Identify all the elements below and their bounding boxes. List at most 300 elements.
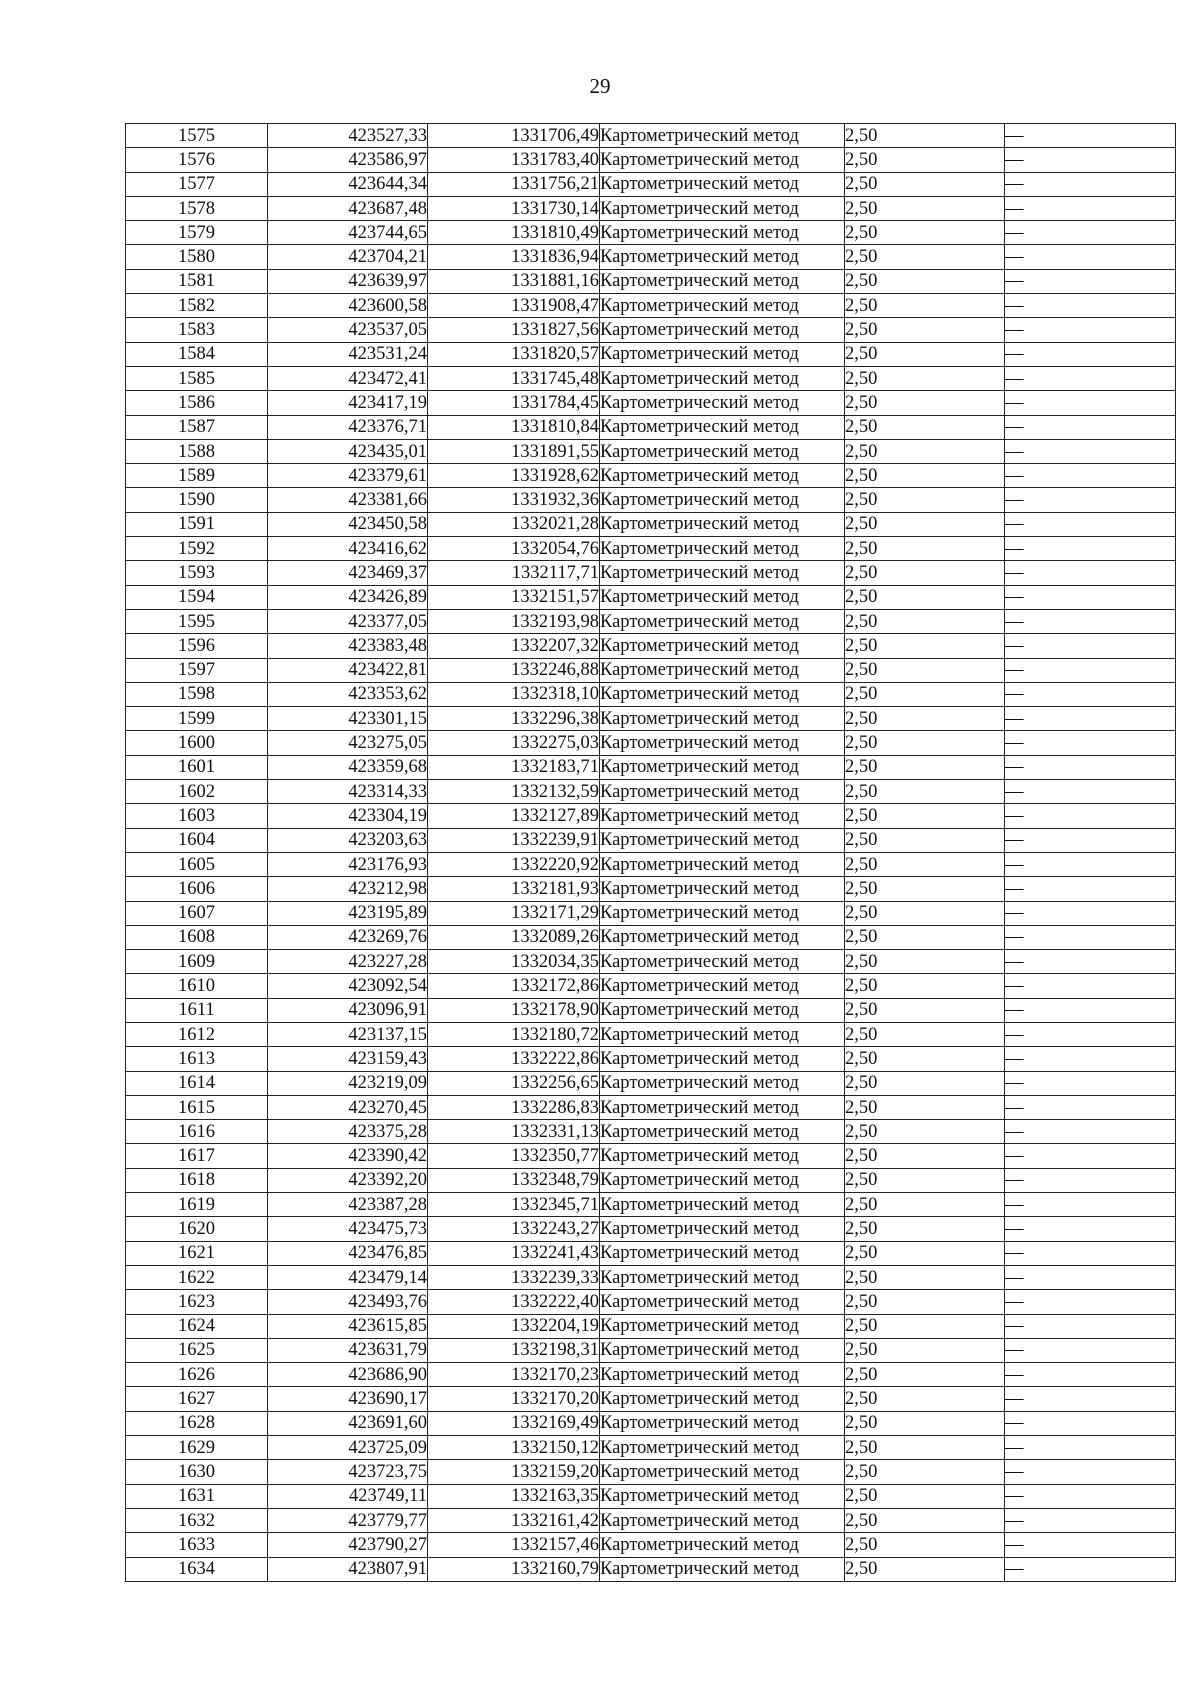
accuracy-cell: 2,50 [845,294,1005,318]
point-number-cell: 1607 [126,901,268,925]
point-number-cell: 1590 [126,488,268,512]
description-cell: — [1005,439,1176,463]
y-coordinate-cell: 1332054,76 [428,537,600,561]
x-coordinate-cell: 423212,98 [268,877,428,901]
accuracy-cell: 2,50 [845,1047,1005,1071]
method-cell: Картометрический метод [600,1363,845,1387]
description-cell: — [1005,537,1176,561]
y-coordinate-cell: 1332178,90 [428,998,600,1022]
description-cell: — [1005,901,1176,925]
x-coordinate-cell: 423195,89 [268,901,428,925]
description-cell: — [1005,1533,1176,1557]
description-cell: — [1005,1363,1176,1387]
table-row [126,1217,1176,1241]
point-number-cell: 1618 [126,1168,268,1192]
table-row [126,561,1176,585]
y-coordinate-cell: 1332150,12 [428,1436,600,1460]
method-cell: Картометрический метод [600,852,845,876]
x-coordinate-cell: 423723,75 [268,1460,428,1484]
point-number-cell: 1610 [126,974,268,998]
accuracy-cell: 2,50 [845,1557,1005,1581]
method-cell: Картометрический метод [600,269,845,293]
point-number-cell: 1616 [126,1120,268,1144]
x-coordinate-cell: 423779,77 [268,1508,428,1532]
y-coordinate-cell: 1331891,55 [428,439,600,463]
point-number-cell: 1619 [126,1193,268,1217]
method-cell: Картометрический метод [600,1338,845,1362]
point-number-cell: 1614 [126,1071,268,1095]
point-number-cell: 1606 [126,877,268,901]
description-cell: — [1005,391,1176,415]
description-cell: — [1005,1484,1176,1508]
description-cell: — [1005,1508,1176,1532]
description-cell: — [1005,1071,1176,1095]
point-number-cell: 1585 [126,366,268,390]
accuracy-cell: 2,50 [845,318,1005,342]
x-coordinate-cell: 423472,41 [268,366,428,390]
y-coordinate-cell: 1331827,56 [428,318,600,342]
method-cell: Картометрический метод [600,148,845,172]
description-cell: — [1005,1144,1176,1168]
point-number-cell: 1579 [126,221,268,245]
description-cell: — [1005,634,1176,658]
accuracy-cell: 2,50 [845,682,1005,706]
table-row [126,415,1176,439]
x-coordinate-cell: 423469,37 [268,561,428,585]
method-cell: Картометрический метод [600,1557,845,1581]
x-coordinate-cell: 423392,20 [268,1168,428,1192]
description-cell: — [1005,1022,1176,1046]
x-coordinate-cell: 423744,65 [268,221,428,245]
x-coordinate-cell: 423790,27 [268,1533,428,1557]
description-cell: — [1005,1047,1176,1071]
x-coordinate-cell: 423301,15 [268,707,428,731]
accuracy-cell: 2,50 [845,561,1005,585]
x-coordinate-cell: 423270,45 [268,1095,428,1119]
method-cell: Картометрический метод [600,1193,845,1217]
description-cell: — [1005,1290,1176,1314]
y-coordinate-cell: 1332220,92 [428,852,600,876]
point-number-cell: 1601 [126,755,268,779]
description-cell: — [1005,1120,1176,1144]
description-cell: — [1005,925,1176,949]
table-row [126,245,1176,269]
x-coordinate-cell: 423686,90 [268,1363,428,1387]
description-cell: — [1005,609,1176,633]
accuracy-cell: 2,50 [845,658,1005,682]
description-cell: — [1005,658,1176,682]
point-number-cell: 1596 [126,634,268,658]
method-cell: Картометрический метод [600,488,845,512]
description-cell: — [1005,1338,1176,1362]
y-coordinate-cell: 1331810,49 [428,221,600,245]
description-cell: — [1005,245,1176,269]
method-cell: Картометрический метод [600,755,845,779]
description-cell: — [1005,828,1176,852]
y-coordinate-cell: 1332169,49 [428,1411,600,1435]
description-cell: — [1005,415,1176,439]
description-cell: — [1005,221,1176,245]
table-row [126,1387,1176,1411]
description-cell: — [1005,464,1176,488]
method-cell: Картометрический метод [600,366,845,390]
y-coordinate-cell: 1332159,20 [428,1460,600,1484]
method-cell: Картометрический метод [600,707,845,731]
y-coordinate-cell: 1332286,83 [428,1095,600,1119]
method-cell: Картометрический метод [600,342,845,366]
y-coordinate-cell: 1332350,77 [428,1144,600,1168]
x-coordinate-cell: 423359,68 [268,755,428,779]
x-coordinate-cell: 423176,93 [268,852,428,876]
x-coordinate-cell: 423159,43 [268,1047,428,1071]
point-number-cell: 1599 [126,707,268,731]
y-coordinate-cell: 1332170,23 [428,1363,600,1387]
y-coordinate-cell: 1332163,35 [428,1484,600,1508]
accuracy-cell: 2,50 [845,1338,1005,1362]
point-number-cell: 1586 [126,391,268,415]
point-number-cell: 1588 [126,439,268,463]
description-cell: — [1005,1557,1176,1581]
point-number-cell: 1581 [126,269,268,293]
description-cell: — [1005,294,1176,318]
table-row [126,342,1176,366]
method-cell: Картометрический метод [600,537,845,561]
y-coordinate-cell: 1332157,46 [428,1533,600,1557]
table-row [126,1168,1176,1192]
y-coordinate-cell: 1331908,47 [428,294,600,318]
table-row [126,755,1176,779]
table-row [126,1314,1176,1338]
x-coordinate-cell: 423304,19 [268,804,428,828]
point-number-cell: 1589 [126,464,268,488]
table-row [126,585,1176,609]
accuracy-cell: 2,50 [845,1265,1005,1289]
table-row [126,366,1176,390]
point-number-cell: 1575 [126,124,268,148]
x-coordinate-cell: 423227,28 [268,950,428,974]
table-row [126,488,1176,512]
point-number-cell: 1633 [126,1533,268,1557]
page-number: 29 [589,74,611,98]
accuracy-cell: 2,50 [845,172,1005,196]
x-coordinate-cell: 423687,48 [268,196,428,220]
accuracy-cell: 2,50 [845,731,1005,755]
accuracy-cell: 2,50 [845,1314,1005,1338]
description-cell: — [1005,974,1176,998]
table-row [126,731,1176,755]
accuracy-cell: 2,50 [845,148,1005,172]
table-row [126,1436,1176,1460]
description-cell: — [1005,318,1176,342]
accuracy-cell: 2,50 [845,1290,1005,1314]
y-coordinate-cell: 1332256,65 [428,1071,600,1095]
method-cell: Картометрический метод [600,1120,845,1144]
method-cell: Картометрический метод [600,172,845,196]
table-row [126,512,1176,536]
x-coordinate-cell: 423435,01 [268,439,428,463]
point-number-cell: 1593 [126,561,268,585]
description-cell: — [1005,196,1176,220]
accuracy-cell: 2,50 [845,1168,1005,1192]
x-coordinate-cell: 423376,71 [268,415,428,439]
accuracy-cell: 2,50 [845,488,1005,512]
table-row [126,877,1176,901]
method-cell: Картометрический метод [600,1168,845,1192]
method-cell: Картометрический метод [600,901,845,925]
accuracy-cell: 2,50 [845,1363,1005,1387]
point-number-cell: 1624 [126,1314,268,1338]
x-coordinate-cell: 423379,61 [268,464,428,488]
x-coordinate-cell: 423426,89 [268,585,428,609]
point-number-cell: 1623 [126,1290,268,1314]
accuracy-cell: 2,50 [845,245,1005,269]
method-cell: Картометрический метод [600,1217,845,1241]
x-coordinate-cell: 423387,28 [268,1193,428,1217]
point-number-cell: 1621 [126,1241,268,1265]
x-coordinate-cell: 423092,54 [268,974,428,998]
x-coordinate-cell: 423749,11 [268,1484,428,1508]
table-row [126,124,1176,148]
method-cell: Картометрический метод [600,1484,845,1508]
table-row [126,901,1176,925]
table-row [126,804,1176,828]
x-coordinate-cell: 423375,28 [268,1120,428,1144]
description-cell: — [1005,585,1176,609]
description-cell: — [1005,342,1176,366]
x-coordinate-cell: 423691,60 [268,1411,428,1435]
accuracy-cell: 2,50 [845,974,1005,998]
accuracy-cell: 2,50 [845,901,1005,925]
method-cell: Картометрический метод [600,585,845,609]
description-cell: — [1005,366,1176,390]
method-cell: Картометрический метод [600,415,845,439]
x-coordinate-cell: 423416,62 [268,537,428,561]
accuracy-cell: 2,50 [845,877,1005,901]
method-cell: Картометрический метод [600,1022,845,1046]
x-coordinate-cell: 423275,05 [268,731,428,755]
accuracy-cell: 2,50 [845,1144,1005,1168]
point-number-cell: 1580 [126,245,268,269]
table-row [126,609,1176,633]
point-number-cell: 1584 [126,342,268,366]
table-row [126,634,1176,658]
x-coordinate-cell: 423527,33 [268,124,428,148]
x-coordinate-cell: 423390,42 [268,1144,428,1168]
x-coordinate-cell: 423725,09 [268,1436,428,1460]
method-cell: Картометрический метод [600,221,845,245]
accuracy-cell: 2,50 [845,1533,1005,1557]
point-number-cell: 1632 [126,1508,268,1532]
table-row [126,318,1176,342]
y-coordinate-cell: 1332170,20 [428,1387,600,1411]
table-row [126,196,1176,220]
method-cell: Картометрический метод [600,609,845,633]
point-number-cell: 1622 [126,1265,268,1289]
table-row [126,998,1176,1022]
description-cell: — [1005,731,1176,755]
table-row [126,1071,1176,1095]
method-cell: Картометрический метод [600,828,845,852]
description-cell: — [1005,877,1176,901]
method-cell: Картометрический метод [600,1436,845,1460]
y-coordinate-cell: 1331784,45 [428,391,600,415]
x-coordinate-cell: 423704,21 [268,245,428,269]
table-row [126,1290,1176,1314]
table-row [126,828,1176,852]
table-row [126,1265,1176,1289]
x-coordinate-cell: 423586,97 [268,148,428,172]
method-cell: Картометрический метод [600,1508,845,1532]
point-number-cell: 1594 [126,585,268,609]
table-row [126,221,1176,245]
description-cell: — [1005,1387,1176,1411]
accuracy-cell: 2,50 [845,755,1005,779]
method-cell: Картометрический метод [600,464,845,488]
y-coordinate-cell: 1332207,32 [428,634,600,658]
method-cell: Картометрический метод [600,391,845,415]
accuracy-cell: 2,50 [845,1193,1005,1217]
method-cell: Картометрический метод [600,1047,845,1071]
accuracy-cell: 2,50 [845,925,1005,949]
table-row [126,1047,1176,1071]
y-coordinate-cell: 1332172,86 [428,974,600,998]
point-number-cell: 1605 [126,852,268,876]
x-coordinate-cell: 423493,76 [268,1290,428,1314]
y-coordinate-cell: 1331932,36 [428,488,600,512]
method-cell: Картометрический метод [600,196,845,220]
y-coordinate-cell: 1332296,38 [428,707,600,731]
accuracy-cell: 2,50 [845,1022,1005,1046]
point-number-cell: 1592 [126,537,268,561]
table-row [126,464,1176,488]
method-cell: Картометрический метод [600,294,845,318]
accuracy-cell: 2,50 [845,634,1005,658]
method-cell: Картометрический метод [600,439,845,463]
method-cell: Картометрический метод [600,1533,845,1557]
coordinates-table [125,123,1176,1582]
y-coordinate-cell: 1331730,14 [428,196,600,220]
method-cell: Картометрический метод [600,950,845,974]
x-coordinate-cell: 423422,81 [268,658,428,682]
accuracy-cell: 2,50 [845,1436,1005,1460]
accuracy-cell: 2,50 [845,366,1005,390]
method-cell: Картометрический метод [600,1241,845,1265]
description-cell: — [1005,148,1176,172]
accuracy-cell: 2,50 [845,464,1005,488]
point-number-cell: 1626 [126,1363,268,1387]
accuracy-cell: 2,50 [845,124,1005,148]
accuracy-cell: 2,50 [845,1071,1005,1095]
method-cell: Картометрический метод [600,1071,845,1095]
description-cell: — [1005,269,1176,293]
point-number-cell: 1608 [126,925,268,949]
accuracy-cell: 2,50 [845,1484,1005,1508]
x-coordinate-cell: 423531,24 [268,342,428,366]
y-coordinate-cell: 1332034,35 [428,950,600,974]
accuracy-cell: 2,50 [845,585,1005,609]
table-row [126,1095,1176,1119]
method-cell: Картометрический метод [600,925,845,949]
y-coordinate-cell: 1332222,86 [428,1047,600,1071]
point-number-cell: 1582 [126,294,268,318]
description-cell: — [1005,1436,1176,1460]
x-coordinate-cell: 423476,85 [268,1241,428,1265]
y-coordinate-cell: 1332222,40 [428,1290,600,1314]
y-coordinate-cell: 1332204,19 [428,1314,600,1338]
accuracy-cell: 2,50 [845,1411,1005,1435]
y-coordinate-cell: 1332241,43 [428,1241,600,1265]
x-coordinate-cell: 423417,19 [268,391,428,415]
description-cell: — [1005,172,1176,196]
description-cell: — [1005,1265,1176,1289]
method-cell: Картометрический метод [600,124,845,148]
y-coordinate-cell: 1332345,71 [428,1193,600,1217]
accuracy-cell: 2,50 [845,512,1005,536]
method-cell: Картометрический метод [600,561,845,585]
point-number-cell: 1602 [126,780,268,804]
method-cell: Картометрический метод [600,1095,845,1119]
description-cell: — [1005,780,1176,804]
method-cell: Картометрический метод [600,731,845,755]
table-row [126,780,1176,804]
accuracy-cell: 2,50 [845,196,1005,220]
table-row [126,707,1176,731]
x-coordinate-cell: 423475,73 [268,1217,428,1241]
table-row [126,658,1176,682]
point-number-cell: 1583 [126,318,268,342]
x-coordinate-cell: 423269,76 [268,925,428,949]
x-coordinate-cell: 423615,85 [268,1314,428,1338]
x-coordinate-cell: 423381,66 [268,488,428,512]
method-cell: Картометрический метод [600,780,845,804]
description-cell: — [1005,1314,1176,1338]
method-cell: Картометрический метод [600,1144,845,1168]
table-row [126,1557,1176,1581]
description-cell: — [1005,1095,1176,1119]
description-cell: — [1005,1411,1176,1435]
x-coordinate-cell: 423600,58 [268,294,428,318]
y-coordinate-cell: 1331745,48 [428,366,600,390]
description-cell: — [1005,950,1176,974]
point-number-cell: 1587 [126,415,268,439]
point-number-cell: 1625 [126,1338,268,1362]
x-coordinate-cell: 423383,48 [268,634,428,658]
description-cell: — [1005,707,1176,731]
table-row [126,1533,1176,1557]
y-coordinate-cell: 1331706,49 [428,124,600,148]
description-cell: — [1005,124,1176,148]
accuracy-cell: 2,50 [845,1120,1005,1144]
method-cell: Картометрический метод [600,1460,845,1484]
accuracy-cell: 2,50 [845,780,1005,804]
y-coordinate-cell: 1332160,79 [428,1557,600,1581]
y-coordinate-cell: 1332117,71 [428,561,600,585]
description-cell: — [1005,1168,1176,1192]
x-coordinate-cell: 423137,15 [268,1022,428,1046]
table-row [126,294,1176,318]
accuracy-cell: 2,50 [845,415,1005,439]
description-cell: — [1005,561,1176,585]
accuracy-cell: 2,50 [845,1241,1005,1265]
point-number-cell: 1600 [126,731,268,755]
y-coordinate-cell: 1332171,29 [428,901,600,925]
table-row [126,1484,1176,1508]
point-number-cell: 1627 [126,1387,268,1411]
table-row [126,537,1176,561]
y-coordinate-cell: 1332318,10 [428,682,600,706]
table-row [126,391,1176,415]
point-number-cell: 1629 [126,1436,268,1460]
